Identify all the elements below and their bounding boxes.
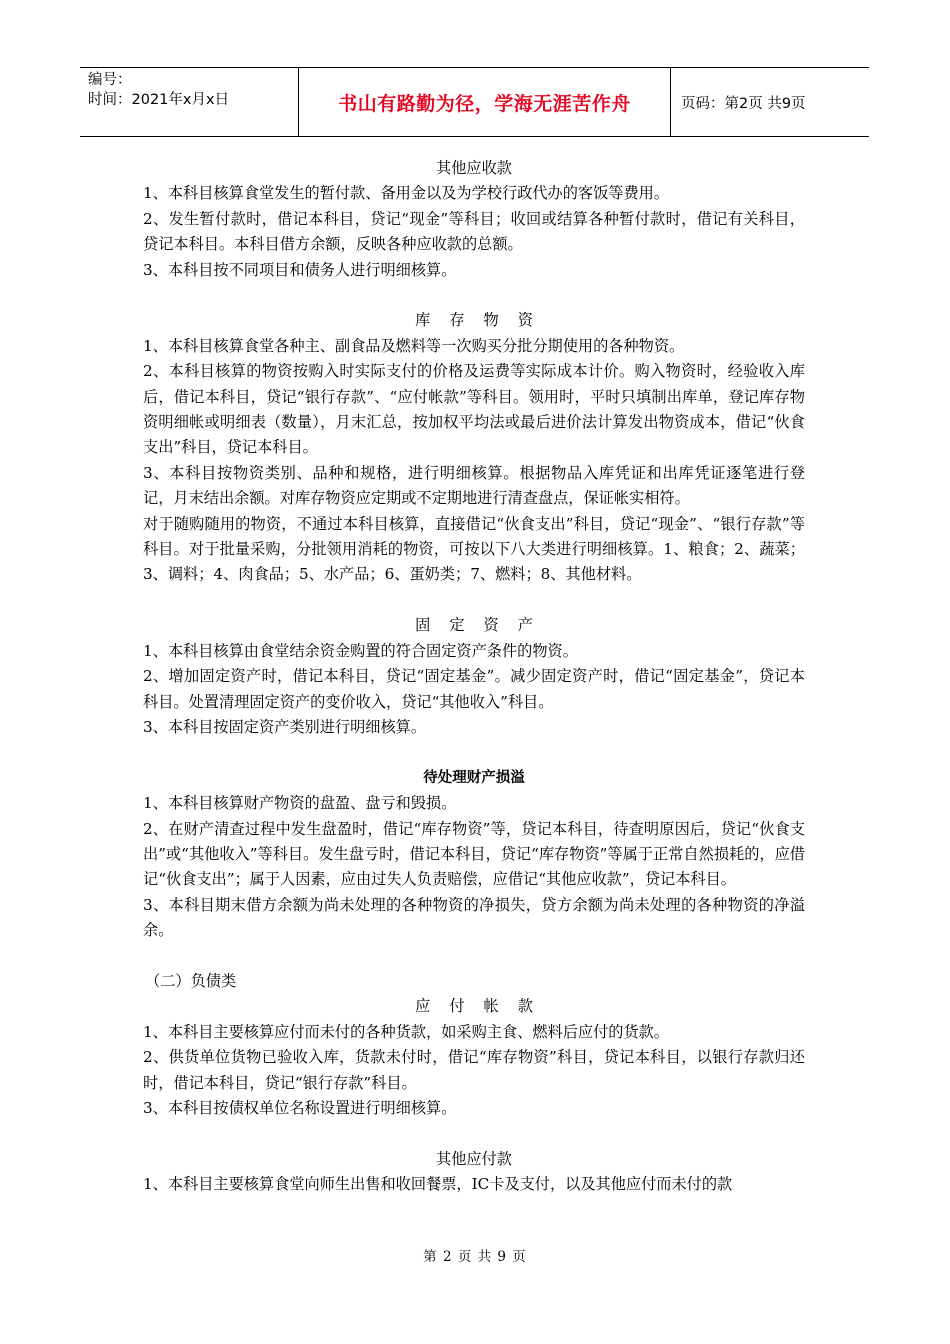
category-heading: （二）负债类 xyxy=(145,971,237,990)
header-meta xyxy=(80,68,299,136)
paragraph: 2、在财产清查过程中发生盘盈时，借记“库存物资”等，贷记本科目，待查明原因后，贷记“伙食支出”或“其他收入”等科目。发生盘亏时，借记本科目，贷记“库存物资”等属于正常自然损耗的，应借记“伙食支出”；属于人因素，应由过失人负责赔偿，应借记“其他应收款”，贷记本科目。 xyxy=(143,819,805,889)
section-title: 固定资产 xyxy=(415,616,552,635)
paragraph: 2、本科目核算的物资按购入时实际支付的价格及运费等实际成本计价。购入物资时，经验收入库后，借记本科目，贷记“银行存款”、“应付帐款”等科目。领用时，平时只填制出库单，登记库存物资明细帐或明细表（数量），月末汇总，按加权平均法或最后进价法计算发出物资成本，借记“伙食支出”科目，贷记本科目。 xyxy=(143,362,805,457)
paragraph: 1、本科目主要核算食堂向师生出售和收回餐票，IC卡及支付，以及其他应付而未付的款 xyxy=(143,1175,733,1194)
document-date: 时间：2021年x月x日 xyxy=(88,92,230,108)
paragraph: 3、本科目按债权单位名称设置进行明细核算。 xyxy=(143,1098,457,1117)
header-motto: 书山有路勤为径，学海无涯苦作舟 xyxy=(299,68,671,136)
paragraph: 1、本科目核算食堂各种主、副食品及燃料等一次购买分批分期使用的各种物资。 xyxy=(143,336,685,355)
paragraph: 3、本科目按物资类别、品种和规格，进行明细核算。根据物品入库凭证和出库凭证逐笔进行登记，月末结出余额。对库存物资应定期或不定期地进行清查盘点，保证帐实相符。 xyxy=(143,463,805,508)
section-title: 其他应付款 xyxy=(436,1149,512,1168)
page-footer: 第 2 页 共 9 页 xyxy=(423,1249,527,1265)
paragraph: 1、本科目核算由食堂结余资金购置的符合固定资产条件的物资。 xyxy=(143,641,578,660)
section-title: 库存物资 xyxy=(415,311,552,330)
document-body xyxy=(143,156,805,1198)
document-number-label: 编号： xyxy=(88,72,132,88)
header-page-code: 页码：第2页 共9页 xyxy=(681,95,806,112)
section-title: 待处理财产损溢 xyxy=(423,769,525,786)
paragraph: 1、本科目核算食堂发生的暂付款、备用金以及为学校行政代办的客饭等费用。 xyxy=(143,184,670,203)
header-table xyxy=(80,67,869,137)
paragraph: 2、发生暂付款时，借记本科目，贷记“现金”等科目；收回或结算各种暂付款时，借记有关科目，贷记本科目。本科目借方余额，反映各种应收款的总额。 xyxy=(143,209,805,254)
paragraph: 3、本科目按不同项目和债务人进行明细核算。 xyxy=(143,260,457,279)
paragraph: 对于随购随用的物资，不通过本科目核算，直接借记“伙食支出”科目，贷记“现金”、“银行存款”等科目。对于批量采购，分批领用消耗的物资，可按以下八大类进行明细核算。1、粮食；2、蔬菜；3、调料；4、肉食品；5、水产品；6、蛋奶类；7、燃料；8、其他材料。 xyxy=(143,514,805,584)
paragraph: 1、本科目主要核算应付而未付的各种货款，如采购主食、燃料后应付的货款。 xyxy=(143,1022,670,1041)
paragraph: 1、本科目核算财产物资的盘盈、盘亏和毁损。 xyxy=(143,794,457,813)
paragraph: 3、本科目按固定资产类别进行明细核算。 xyxy=(143,717,427,736)
paragraph: 2、供货单位货物已验收入库，货款未付时，借记“库存物资”科目，贷记本科目，以银行存款归还时，借记本科目，贷记“银行存款”科目。 xyxy=(143,1048,805,1092)
paragraph: 2、增加固定资产时，借记本科目，贷记“固定基金”。减少固定资产时，借记“固定基金”，贷记本科目。处置清理固定资产的变价收入，贷记“其他收入”科目。 xyxy=(143,667,805,711)
section-title: 应付帐款 xyxy=(415,997,552,1016)
section-title: 其他应收款 xyxy=(436,159,512,177)
paragraph: 3、本科目期末借方余额为尚未处理的各种物资的净损失，贷方余额为尚未处理的各种物资的净溢余。 xyxy=(143,895,805,940)
